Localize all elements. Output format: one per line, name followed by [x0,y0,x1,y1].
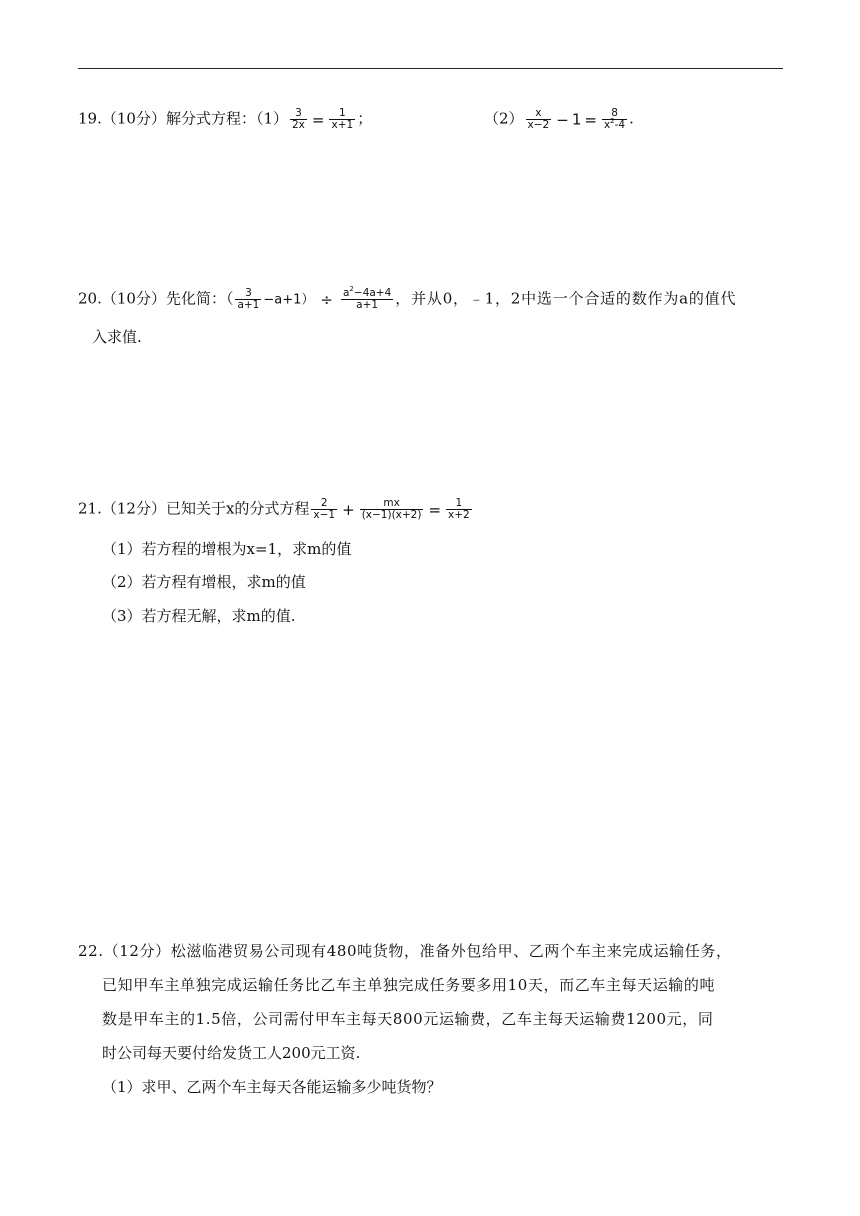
question-20: 20.（10分）先化简：（ $\frac{3}{a+1}$ −a+1） ÷ $\frac{a^2-4a+4}{a+1}$ ，并从0，﹣1，2中选一个合适的数作为a的值代 [78,285,737,311]
q22-line-4: 时公司每天要付给发货工人200元工资. [102,1044,361,1062]
equals-sign: = [311,110,325,129]
q21-item-1: （1）若方程的增根为x=1，求m的值 [102,540,352,558]
q19-p1-left-fraction: $\frac{3}{2x}$ [292,107,305,131]
q21-item-3: （3）若方程无解，求m的值. [102,607,296,625]
question-20-line-2: 入求值. [92,328,142,346]
q20-fraction-2: $\frac{a^2-4a+4}{a+1}$ [342,285,392,311]
q22-line-3: 数是甲车主的1.5倍，公司需付甲车主每天800元运输费，乙车主每天运输费1200元，同 [102,1010,714,1028]
q21-fraction-3: $\frac{1}{x+2}$ [448,497,470,521]
q22-sub-1: （1）求甲、乙两个车主每天各能运输多少吨货物？ [102,1078,442,1096]
q21-fraction-2: $\frac{mx}{(x-1)(x+2)}$ [361,497,422,521]
q22-line-2: 已知甲车主单独完成运输任务比乙车主单独完成任务要多用10天，而乙车主每天运输的吨 [102,976,716,994]
question-19-part-2: （2） $\frac{x}{x-2}$ − 1 = $\frac{8}{x^2-4}$ . [484,107,634,131]
q19-p2-right-fraction: $\frac{8}{x^2-4}$ [603,107,626,131]
q21-item-2: （2）若方程有增根，求m的值 [102,573,306,591]
q19-p2-left-fraction: $\frac{x}{x-2}$ [527,107,550,131]
q19-p1-right-fraction: $\frac{1}{x+1}$ [331,107,354,131]
question-19: 19.（10分）解分式方程：（1） $\frac{3}{2x}$ = $\frac{1}{x+1}$ ； [78,107,373,131]
q20-fraction-1: $\frac{3}{a+1}$ [237,287,260,311]
q21-fraction-1: $\frac{2}{x-1}$ [313,497,336,521]
q19-lead: 19.（10分）解分式方程：（1） [78,109,288,128]
header-rule [78,68,783,69]
q20-tail: ，并从0，﹣1，2中选一个合适的数作为a的值代 [395,289,737,308]
q22-line-1: 22.（12分）松滋临港贸易公司现有480吨货物，准备外包给甲、乙两个车主来完成运输任务， [78,942,732,960]
question-21: 21.（12分）已知关于x的分式方程 $\frac{2}{x-1}$ + $\frac{mx}{(x-1)(x+2)}$ = $\frac{1}{x+2}$ [78,497,470,521]
